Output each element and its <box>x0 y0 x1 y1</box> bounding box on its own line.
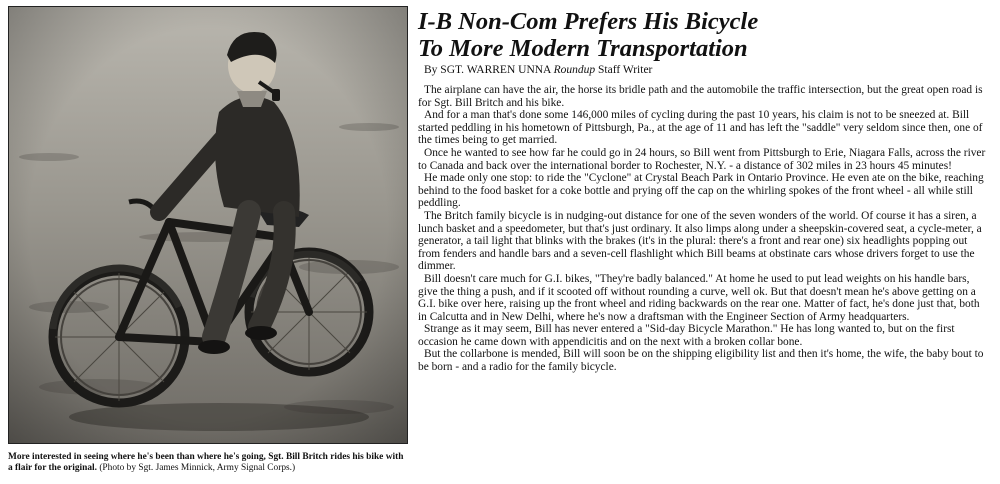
paragraph: Bill doesn't care much for G.I. bikes, "They're badly balanced." At home he used to put lead weights on his handle bars, give the thing a push, and if it scooted off without rounding a curve, well ok. But that doesn't mean he's above getting on a G.I. bike over here, raising up the front wheel and riding backwards on the rear one. Matter of fact, he's done just that, both in Calcutta and in New Delhi, where he's now a draftsman with the Engineer Section of Army headquarters. <box>418 272 980 323</box>
byline-publication: Roundup <box>553 64 596 76</box>
paragraph: But the collarbone is mended, Bill will soon be on the shipping eligibility list and then it's home, the wife, the baby bout to be born - and a radio for the family bicycle. <box>418 348 984 374</box>
byline-author: By SGT. WARREN UNNA <box>424 64 551 76</box>
paragraph: And for a man that's done some 146,000 miles of cycling during the past 10 years, his claim is not to be sneezed at. Bill started peddling in his hometown of Pittsburgh, Pa., at the age of 11 and has left the "saddle" very seldom since then, one of the times being to get married. <box>418 109 983 147</box>
byline-role: Staff Writer <box>598 64 653 76</box>
photo-man-on-bicycle <box>9 7 407 443</box>
article-photo <box>8 6 408 444</box>
paragraph: Strange as it may seem, Bill has never entered a "Sid-day Bicycle Marathon." He has long wanted to, but on the first occasion he came down with appendicitis and on the next with a broken collar bone. <box>418 323 955 348</box>
paragraph: The Britch family bicycle is in nudging-out distance for one of the seven wonders of the world. Of course it has a siren, a lunch basket and a speedometer, but that's just ordinary. It also limps along under a sheepskin-covered seat, a cycle-meter, a generator, a tail light that blinks with the brakes (it's in the plural: there's a front and rear one) six headlights popping out from fenders and handle bars and a seven-cell flashlight which Bill beams at obstinate cars whose drivers forget to use the dimmer. <box>418 209 982 273</box>
caption-text: More interested in seeing where he's been than where he's going, Sgt. Bill Britch rides his bike with a flair for the original. <box>8 452 404 473</box>
byline <box>424 64 652 77</box>
paragraph: The airplane can have the air, the horse its bridle path and the automobile the traffic intersection, but the great open road is for Sgt. Bill Britch and his bike. <box>418 84 983 109</box>
paragraph: Once he wanted to see how far he could go in 24 hours, so Bill went from Pittsburgh to Erie, Niagara Falls, across the river to Canada and back over the international border to Rochester, N.Y. - a distance of 302 miles in 23 hours 45 minutes! <box>418 146 986 172</box>
headline: I-B Non-Com Prefers His Bicycle To More Modern Transportation <box>418 8 759 62</box>
article-body <box>418 84 990 374</box>
photo-caption <box>8 452 408 474</box>
photo-credit: (Photo by Sgt. James Minnick, Army Signal Corps.) <box>99 463 296 473</box>
paragraph: He made only one stop: to ride the "Cyclone" at Crystal Beach Park in Ontario Province. He even ate on the bike, reaching behind to the food basket for a coke bottle and prying off the cap on the whirling spokes of the front wheel - all while still peddling. <box>418 172 984 210</box>
